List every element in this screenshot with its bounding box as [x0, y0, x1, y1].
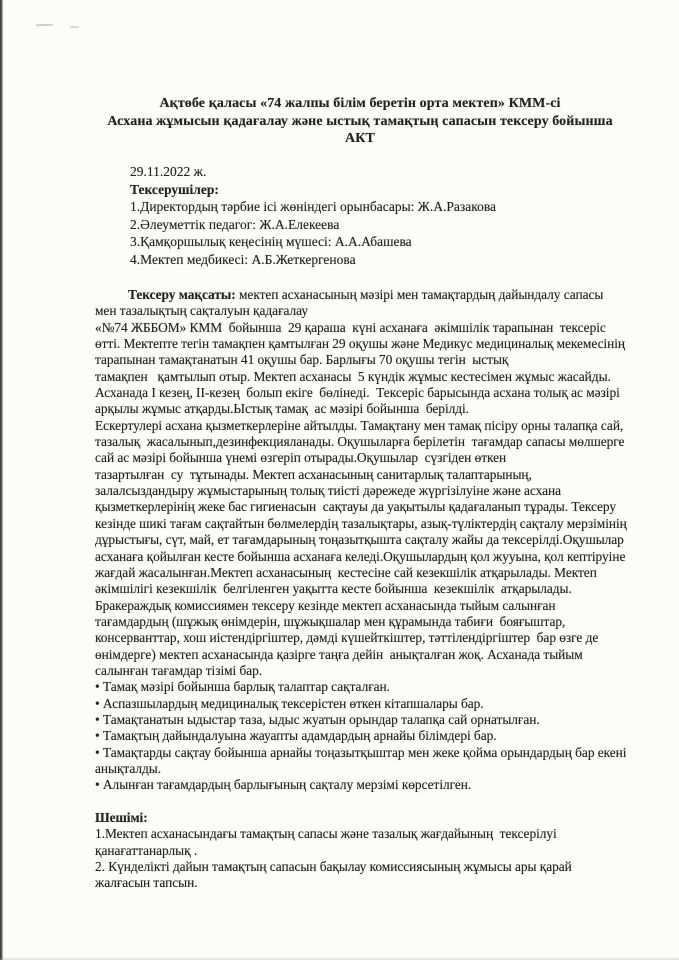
pencil-smudge [36, 24, 53, 27]
body-line: залалсыздандыру жұмыстарының толық тиісті дәрежеде жүргізілуіне және асхана [95, 483, 562, 499]
scan-left-edge [0, 0, 3, 960]
bullet-line: • Тамақтың дайындалуына жауапты адамдардың арнайы білімдері бар. [95, 728, 497, 744]
decision-line: қанағаттанарлық . [95, 842, 198, 858]
body-line: тағамдардың (шұжық өнімдерін, шұжықшалар мен құрамында табиғи бояғыштар, [95, 613, 566, 629]
body-line: арқылы жұмыс атқарды.Ыстық тамақ ас мәзірі бойынша берілді. [95, 401, 469, 417]
body-line: тамақпен қамтылып отыр. Мектеп асханасы 5 күндік жұмыс кестесімен жұмыс жасайды. [95, 368, 611, 384]
body-line: қызметкерлерінің жеке бас гигиенасын сақтауы да уақытылы қадағаланып тұрады. Тексеру [95, 499, 617, 515]
bullet-line: • Алынған тағамдардың барлығының сақталу мерзімі көрсетілген. [95, 777, 472, 793]
body-line: өтті. Мектепте тегін тамақпен қамтылған 29 оқушы және Медикус медициналық мекемесінің [95, 336, 626, 352]
body-line: мен тазалықтың сақталуын қадағалау [95, 303, 309, 319]
decision-line: жалғасын тапсын. [95, 875, 198, 891]
purpose-text: мектеп асханасының мәзірі мен тамақтардың дайындалу сапасы [235, 287, 604, 302]
body-line: Ескертулері асхана қызметкерлеріне айтылды. Тамақтану мен тамақ пісіру орны талапқа сай, [95, 417, 624, 433]
document-meta [130, 163, 496, 268]
purpose-label: Тексеру мақсаты: [128, 287, 236, 302]
inspector-item: 3.Қамқоршылық кеңесінің мүшесі: А.А.Абашева [130, 234, 412, 249]
body-line: «№74 ЖББОМ» КММ бойынша 29 қараша күні асханаға әкімшілік тарапынан тексеріс [95, 319, 606, 335]
body-line: консерванттар, хош иістендіргіштер, дәмді күшейткіштер, тәттілендіргіштер бар өзге де [95, 630, 599, 646]
body-line: тазартылған су тұтынады. Мектеп асханасының санитарлық талаптарының, [95, 466, 532, 482]
body-line: Асханада I кезең, II-кезең болып екіге бөлінеді. Тексеріс барысында асхана толық ас мәзірі [95, 385, 620, 401]
decision-heading: Шешімі: [95, 810, 148, 825]
body-line: асханаға қойылған кесте бойынша асханаға келеді.Оқушылардың қол жууына, қол кептіруіне [95, 548, 626, 564]
body-line: Бракераждық комиссиямен тексеру кезінде мектеп асханасында тыйым салынған [95, 597, 556, 613]
decision-line: 2. Күнделікті дайын тамақтың сапасын бақылау комиссиясының жұмысы ары қарай [95, 859, 572, 875]
bullet-line: • Аспазшылардың медициналық тексерістен өткен кітапшалары бар. [95, 695, 484, 711]
body-line: сай ас мәзірі бойынша үнемі өзгеріп отырады.Оқушылар сүзгіден өткен [95, 450, 507, 466]
bullet-line: • Тамақтанатын ыдыстар таза, ыдыс жуатын орындар талапқа сай орнатылған. [95, 711, 540, 727]
body-line: дұрыстығы, сүт, май, ет тағамдарының тоңазытқышта сақталу жайы да тексерілді.Оқушылар [95, 532, 624, 548]
purpose-line [95, 287, 661, 303]
title-line: АКТ [345, 131, 375, 146]
inspectors-heading: Тексерушілер: [130, 181, 219, 197]
blank-line [95, 794, 661, 810]
inspector-item: 1.Директордың тәрбие ісі жөніндегі орынбасары: Ж.А.Разакова [130, 199, 497, 214]
body-line: өнімдерге) мектеп асханасында қазірге таңға дейін анықталған жоқ. Асханада тыйым [95, 646, 583, 662]
findings-bullet-list [95, 679, 661, 793]
body-line: салынған тағамдар тізімі бар. [95, 662, 263, 678]
body-line: кезінде шикі тағам сақтайтын бөлмелердің тазалықтары, азық-түліктердің сақталу мерзімінің [95, 515, 627, 531]
body-line: тарапынан тамақтанатын 41 оқушы бар. Барлығы 70 оқушы тегін ыстық [95, 352, 509, 368]
inspector-item: 4.Мектеп медбикесі: А.Б.Жеткергенова [130, 251, 356, 267]
body-paragraph [95, 303, 661, 679]
decision-line: 1.Мектеп асханасындағы тамақтың сапасы және тазалық жағдайының тексерілуі [95, 826, 557, 842]
bullet-line: анықталды. [95, 760, 162, 776]
bullet-line: • Тамақтарды сақтау бойынша арнайы тоңазытқыштар мен жеке қойма орындардың бар екені [95, 744, 627, 760]
document-date: 29.11.2022 ж. [130, 164, 207, 179]
body-line: тазалық жасалынып,дезинфекцияланады. Оқушыларға берілетін тағамдар сапасы мөлшерге [95, 434, 625, 450]
pencil-smudge [70, 26, 79, 28]
title-line: Асхана жұмысын қадағалау және ыстық тамақтың сапасын тексеру бойынша [107, 113, 613, 129]
inspectors-list [130, 198, 496, 268]
body-line: жағдай жасалынған.Мектеп асханасының кестесіне сай кезекшілік атқарылады. Мектеп [95, 564, 597, 580]
bullet-line: • Тамақ мәзірі бойынша барлық талаптар сақталған. [95, 679, 390, 695]
decision-list [95, 826, 661, 891]
document-title [80, 95, 640, 148]
inspector-item: 2.Әлеуметтік педагог: Ж.А.Елекеева [130, 216, 340, 232]
title-line: Ақтөбе қаласы «74 жалпы білім беретін орта мектеп» КММ-сі [159, 96, 561, 111]
body-line: әкімшілігі кезекшілік белгіленген уақытта кесте бойынша кезекшілік атқарылады. [95, 581, 572, 597]
document-body [95, 287, 661, 892]
